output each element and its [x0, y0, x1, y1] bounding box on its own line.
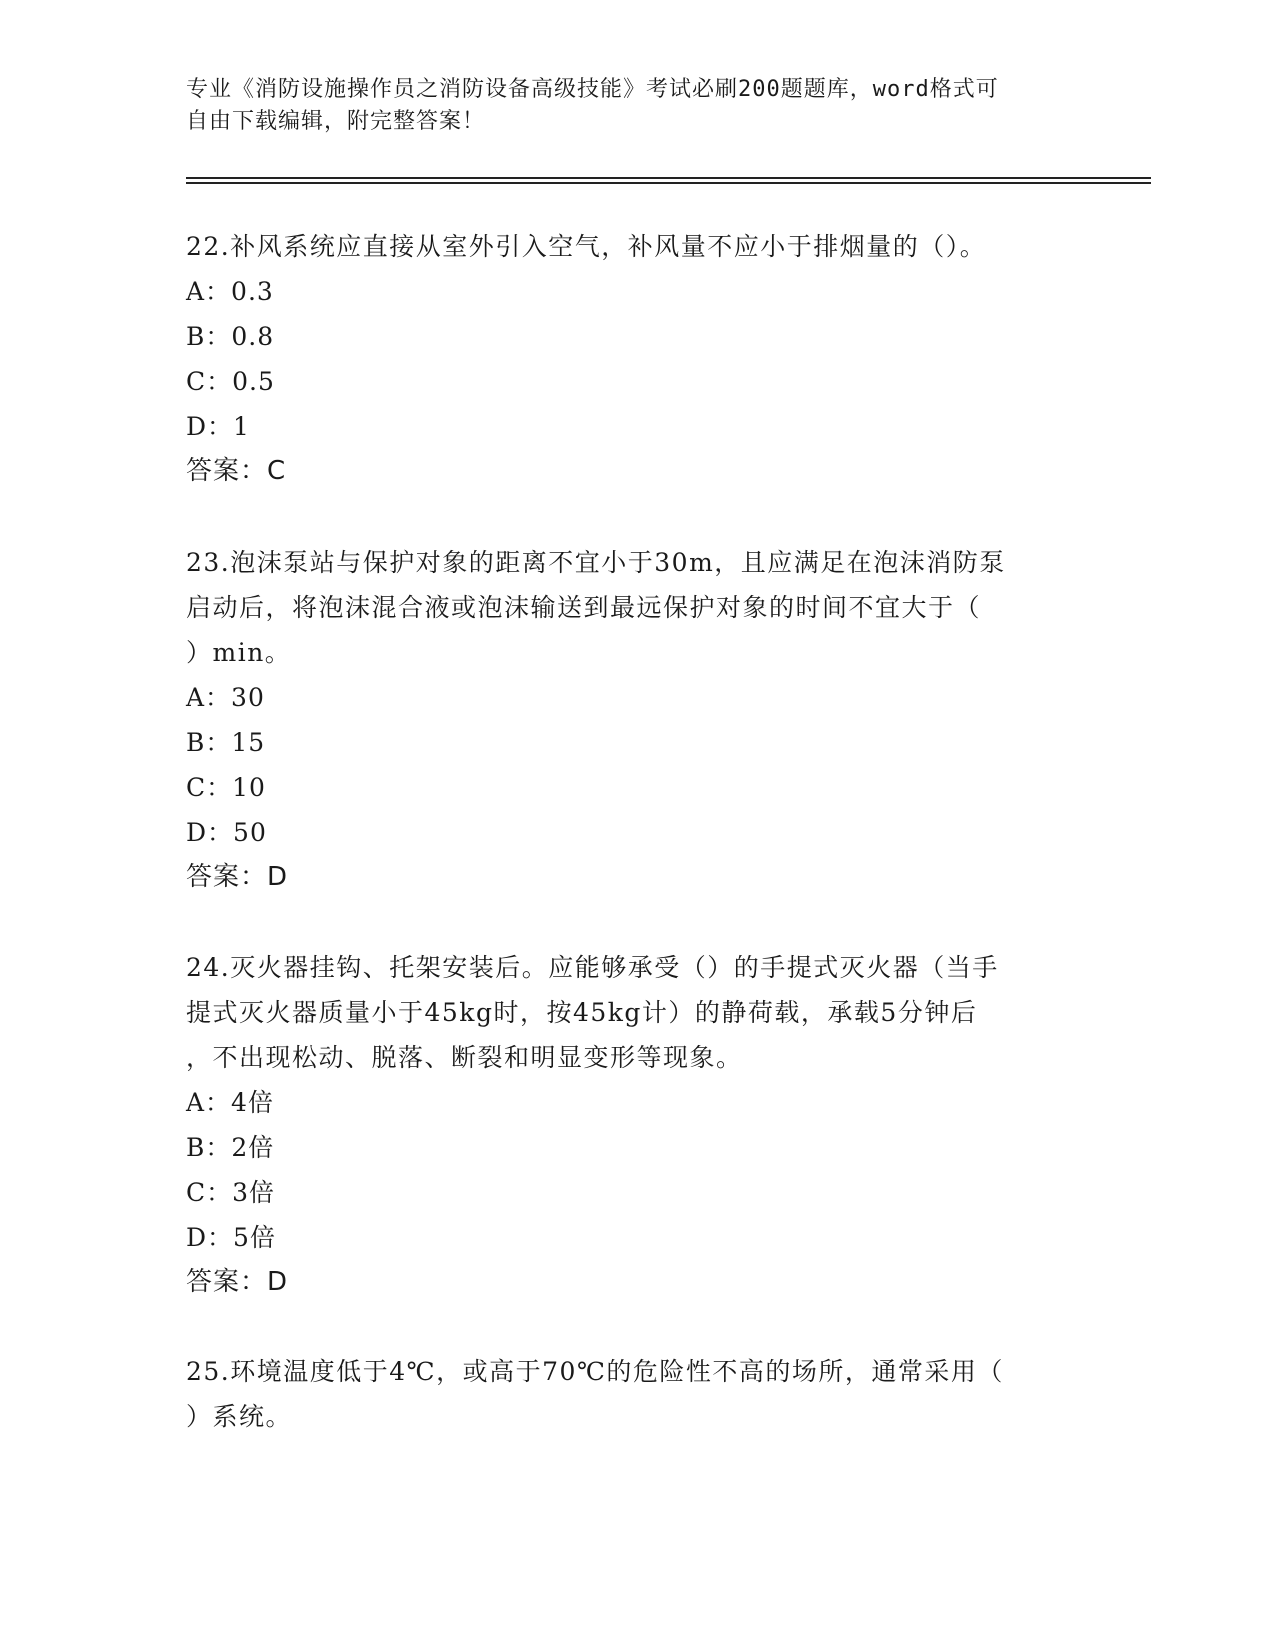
answer: 答案：D — [186, 862, 289, 892]
option-c: C：0.5 — [186, 367, 275, 396]
question-23 — [186, 540, 1086, 900]
stem-line: 启动后，将泡沫混合液或泡沫输送到最远保护对象的时间不宜大于（ — [186, 593, 982, 622]
header-divider — [186, 177, 1151, 179]
header-divider — [186, 182, 1151, 184]
option-c: C：10 — [186, 773, 266, 802]
option-a: A：4倍 — [186, 1088, 274, 1117]
question-stem — [186, 224, 1086, 269]
question-25 — [186, 1349, 1086, 1439]
question-stem — [186, 1349, 1086, 1439]
question-stem — [186, 945, 1086, 1080]
option-b: B：0.8 — [186, 322, 275, 351]
question-24 — [186, 945, 1086, 1305]
stem-line: 提式灭火器质量小于45kg时，按45kg计）的静荷载，承载5分钟后 — [186, 998, 978, 1027]
header-line: 自由下载编辑，附完整答案！ — [186, 109, 486, 134]
stem-line: ）min。 — [186, 638, 292, 667]
answer: 答案：D — [186, 1267, 289, 1297]
stem-line: 25.环境温度低于4℃，或高于70℃的危险性不高的场所，通常采用（ — [186, 1357, 1004, 1386]
option-d: D：50 — [186, 818, 267, 847]
option-d: D：1 — [186, 412, 250, 441]
stem-line: 22.补风系统应直接从室外引入空气，补风量不应小于排烟量的（）。 — [186, 232, 987, 261]
option-c: C：3倍 — [186, 1178, 276, 1207]
question-stem — [186, 540, 1086, 675]
header-line: 专业《消防设施操作员之消防设备高级技能》考试必刷200题题库，word格式可 — [186, 77, 999, 102]
document-header — [186, 74, 1066, 138]
stem-line: ，不出现松动、脱落、断裂和明显变形等现象。 — [186, 1043, 743, 1072]
stem-line: ）系统。 — [186, 1402, 293, 1431]
option-b: B：15 — [186, 728, 266, 757]
stem-line: 24.灭火器挂钩、托架安装后。应能够承受（）的手提式灭火器（当手 — [186, 953, 999, 982]
stem-line: 23.泡沫泵站与保护对象的距离不宜小于30m，且应满足在泡沫消防泵 — [186, 548, 1006, 577]
question-22 — [186, 224, 1086, 494]
answer: 答案：C — [186, 456, 287, 486]
option-b: B：2倍 — [186, 1133, 275, 1162]
option-d: D：5倍 — [186, 1223, 276, 1252]
option-a: A：30 — [186, 683, 265, 712]
option-a: A：0.3 — [186, 277, 274, 306]
